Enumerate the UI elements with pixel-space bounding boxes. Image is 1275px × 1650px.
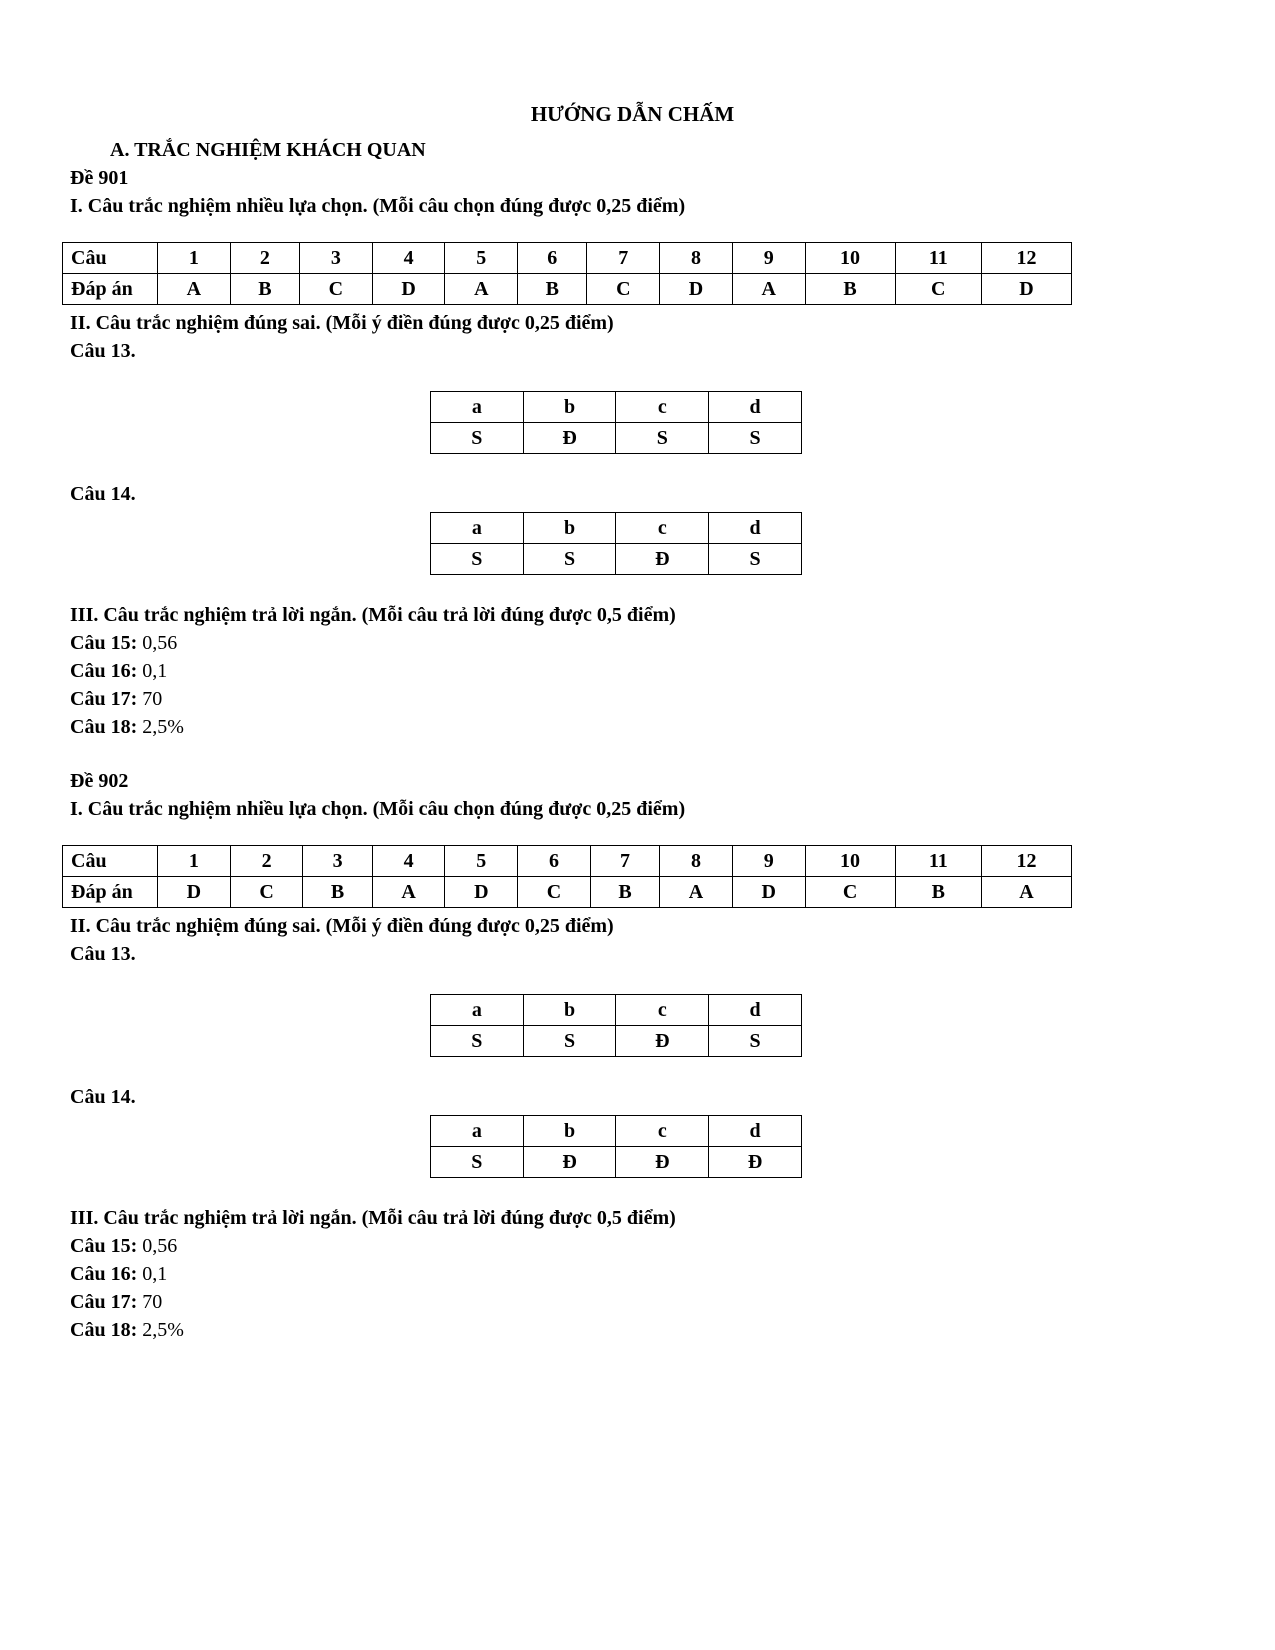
answer-cell: C bbox=[805, 877, 895, 908]
tf-answer-cell: S bbox=[523, 544, 616, 575]
answer-cell: B bbox=[590, 877, 659, 908]
question-number-cell: 12 bbox=[982, 243, 1072, 274]
question-number-cell: 1 bbox=[158, 846, 231, 877]
answer-cell: A bbox=[982, 877, 1072, 908]
de901-q14-label: Câu 14. bbox=[70, 483, 136, 505]
answer-cell: B bbox=[518, 274, 587, 305]
table-row bbox=[63, 274, 1072, 305]
de901-part1-heading: I. Câu trắc nghiệm nhiều lựa chọn. (Mỗi câu chọn đúng được 0,25 điểm) bbox=[70, 195, 686, 217]
tf-answer-cell: S bbox=[709, 1026, 802, 1057]
tf-answer-cell: Đ bbox=[523, 1147, 616, 1178]
short-answer-label: Câu 16: bbox=[70, 1263, 138, 1285]
table-row bbox=[63, 877, 1072, 908]
option-header-cell: a bbox=[431, 513, 524, 544]
option-header-cell: a bbox=[431, 1116, 524, 1147]
question-number-cell: 2 bbox=[230, 846, 303, 877]
tf-answer-cell: Đ bbox=[523, 423, 616, 454]
de901-heading: Đề 901 bbox=[70, 167, 129, 189]
short-answer-line bbox=[70, 713, 1195, 741]
section-a-heading: A. TRẮC NGHIỆM KHÁCH QUAN bbox=[110, 139, 426, 161]
option-header-cell: d bbox=[709, 995, 802, 1026]
short-answer-label: Câu 15: bbox=[70, 632, 138, 654]
option-header-cell: c bbox=[616, 1116, 709, 1147]
short-answer-value: 0,1 bbox=[142, 1263, 168, 1285]
de901-part2-heading: II. Câu trắc nghiệm đúng sai. (Mỗi ý điền đúng được 0,25 điểm) bbox=[70, 312, 614, 334]
question-number-cell: 7 bbox=[587, 243, 660, 274]
question-number-cell: 11 bbox=[895, 243, 982, 274]
de901-q13-table bbox=[430, 391, 802, 454]
question-number-cell: 1 bbox=[158, 243, 231, 274]
option-header-cell: c bbox=[616, 995, 709, 1026]
table-row bbox=[431, 1116, 802, 1147]
short-answer-label: Câu 18: bbox=[70, 716, 138, 738]
de901-part3-heading: III. Câu trắc nghiệm trả lời ngắn. (Mỗi câu trả lời đúng được 0,5 điểm) bbox=[70, 604, 676, 626]
option-header-cell: a bbox=[431, 392, 524, 423]
option-header-cell: b bbox=[523, 513, 616, 544]
option-header-cell: d bbox=[709, 513, 802, 544]
question-number-cell: 3 bbox=[300, 243, 373, 274]
short-answer-line bbox=[70, 657, 1195, 685]
de902-q13-label: Câu 13. bbox=[70, 943, 136, 965]
table-row bbox=[431, 1026, 802, 1057]
short-answer-line bbox=[70, 1260, 1195, 1288]
answer-cell: B bbox=[895, 877, 982, 908]
short-answer-line bbox=[70, 1232, 1195, 1260]
question-number-cell: 4 bbox=[372, 243, 445, 274]
de901-mc-answer-table bbox=[62, 242, 1072, 305]
answer-cell: C bbox=[300, 274, 373, 305]
short-answer-label: Câu 17: bbox=[70, 688, 138, 710]
option-header-cell: b bbox=[523, 1116, 616, 1147]
question-number-cell: 9 bbox=[732, 243, 805, 274]
answer-cell: D bbox=[660, 274, 733, 305]
de902-heading: Đề 902 bbox=[70, 770, 129, 792]
short-answer-value: 0,56 bbox=[142, 632, 178, 654]
question-number-cell: 8 bbox=[660, 846, 733, 877]
answer-cell: D bbox=[982, 274, 1072, 305]
short-answer-label: Câu 16: bbox=[70, 660, 138, 682]
table-row bbox=[431, 544, 802, 575]
short-answer-label: Câu 18: bbox=[70, 1319, 138, 1341]
answer-cell: C bbox=[587, 274, 660, 305]
tf-answer-cell: S bbox=[709, 544, 802, 575]
short-answer-value: 2,5% bbox=[142, 1319, 184, 1341]
option-header-cell: d bbox=[709, 392, 802, 423]
de902-q14-table bbox=[430, 1115, 802, 1178]
option-header-cell: c bbox=[616, 392, 709, 423]
answer-cell: D bbox=[445, 877, 518, 908]
answer-cell: C bbox=[895, 274, 982, 305]
tf-answer-cell: S bbox=[431, 423, 524, 454]
table-row bbox=[431, 513, 802, 544]
tf-answer-cell: S bbox=[431, 1026, 524, 1057]
row-header-cau: Câu bbox=[63, 846, 158, 877]
row-header-cau: Câu bbox=[63, 243, 158, 274]
de902-part2-heading: II. Câu trắc nghiệm đúng sai. (Mỗi ý điền đúng được 0,25 điểm) bbox=[70, 915, 614, 937]
question-number-cell: 10 bbox=[805, 846, 895, 877]
question-number-cell: 7 bbox=[590, 846, 659, 877]
tf-answer-cell: S bbox=[431, 1147, 524, 1178]
tf-answer-cell: Đ bbox=[616, 544, 709, 575]
answer-cell: B bbox=[303, 877, 372, 908]
option-header-cell: d bbox=[709, 1116, 802, 1147]
tf-answer-cell: Đ bbox=[616, 1147, 709, 1178]
answer-cell: D bbox=[372, 274, 445, 305]
short-answer-label: Câu 17: bbox=[70, 1291, 138, 1313]
short-answer-value: 70 bbox=[142, 1291, 163, 1313]
answer-cell: A bbox=[445, 274, 518, 305]
answer-cell: D bbox=[732, 877, 805, 908]
question-number-cell: 2 bbox=[230, 243, 299, 274]
table-row bbox=[431, 392, 802, 423]
row-header-dap-an: Đáp án bbox=[63, 274, 158, 305]
table-row bbox=[431, 423, 802, 454]
de902-part3-heading: III. Câu trắc nghiệm trả lời ngắn. (Mỗi câu trả lời đúng được 0,5 điểm) bbox=[70, 1207, 676, 1229]
row-header-dap-an: Đáp án bbox=[63, 877, 158, 908]
question-number-cell: 8 bbox=[660, 243, 733, 274]
tf-answer-cell: Đ bbox=[616, 1026, 709, 1057]
answer-cell: A bbox=[660, 877, 733, 908]
short-answer-value: 0,56 bbox=[142, 1235, 178, 1257]
short-answer-value: 70 bbox=[142, 688, 163, 710]
answer-cell: A bbox=[158, 274, 231, 305]
question-number-cell: 6 bbox=[518, 846, 591, 877]
question-number-cell: 5 bbox=[445, 846, 518, 877]
de902-q14-label: Câu 14. bbox=[70, 1086, 136, 1108]
question-number-cell: 5 bbox=[445, 243, 518, 274]
de902-q13-table bbox=[430, 994, 802, 1057]
de901-q13-label: Câu 13. bbox=[70, 340, 136, 362]
question-number-cell: 6 bbox=[518, 243, 587, 274]
question-number-cell: 4 bbox=[372, 846, 445, 877]
tf-answer-cell: S bbox=[616, 423, 709, 454]
answer-cell: A bbox=[732, 274, 805, 305]
de901-q14-table bbox=[430, 512, 802, 575]
short-answer-line bbox=[70, 1288, 1195, 1316]
answer-cell: D bbox=[158, 877, 231, 908]
table-row bbox=[431, 1147, 802, 1178]
answer-cell: B bbox=[230, 274, 299, 305]
answer-cell: C bbox=[518, 877, 591, 908]
tf-answer-cell: Đ bbox=[709, 1147, 802, 1178]
short-answer-line bbox=[70, 629, 1195, 657]
table-row bbox=[63, 243, 1072, 274]
answer-cell: A bbox=[372, 877, 445, 908]
table-row bbox=[431, 995, 802, 1026]
de902-mc-answer-table bbox=[62, 845, 1072, 908]
table-row bbox=[63, 846, 1072, 877]
option-header-cell: b bbox=[523, 995, 616, 1026]
short-answer-line bbox=[70, 1316, 1195, 1344]
question-number-cell: 11 bbox=[895, 846, 982, 877]
option-header-cell: a bbox=[431, 995, 524, 1026]
tf-answer-cell: S bbox=[431, 544, 524, 575]
option-header-cell: b bbox=[523, 392, 616, 423]
question-number-cell: 9 bbox=[732, 846, 805, 877]
option-header-cell: c bbox=[616, 513, 709, 544]
doc-title: HƯỚNG DẪN CHẤM bbox=[530, 102, 735, 126]
short-answer-value: 0,1 bbox=[142, 660, 168, 682]
tf-answer-cell: S bbox=[709, 423, 802, 454]
answer-cell: B bbox=[805, 274, 895, 305]
question-number-cell: 3 bbox=[303, 846, 372, 877]
question-number-cell: 10 bbox=[805, 243, 895, 274]
short-answer-label: Câu 15: bbox=[70, 1235, 138, 1257]
short-answer-value: 2,5% bbox=[142, 716, 184, 738]
de902-part1-heading: I. Câu trắc nghiệm nhiều lựa chọn. (Mỗi câu chọn đúng được 0,25 điểm) bbox=[70, 798, 686, 820]
answer-cell: C bbox=[230, 877, 303, 908]
tf-answer-cell: S bbox=[523, 1026, 616, 1057]
question-number-cell: 12 bbox=[982, 846, 1072, 877]
short-answer-line bbox=[70, 685, 1195, 713]
